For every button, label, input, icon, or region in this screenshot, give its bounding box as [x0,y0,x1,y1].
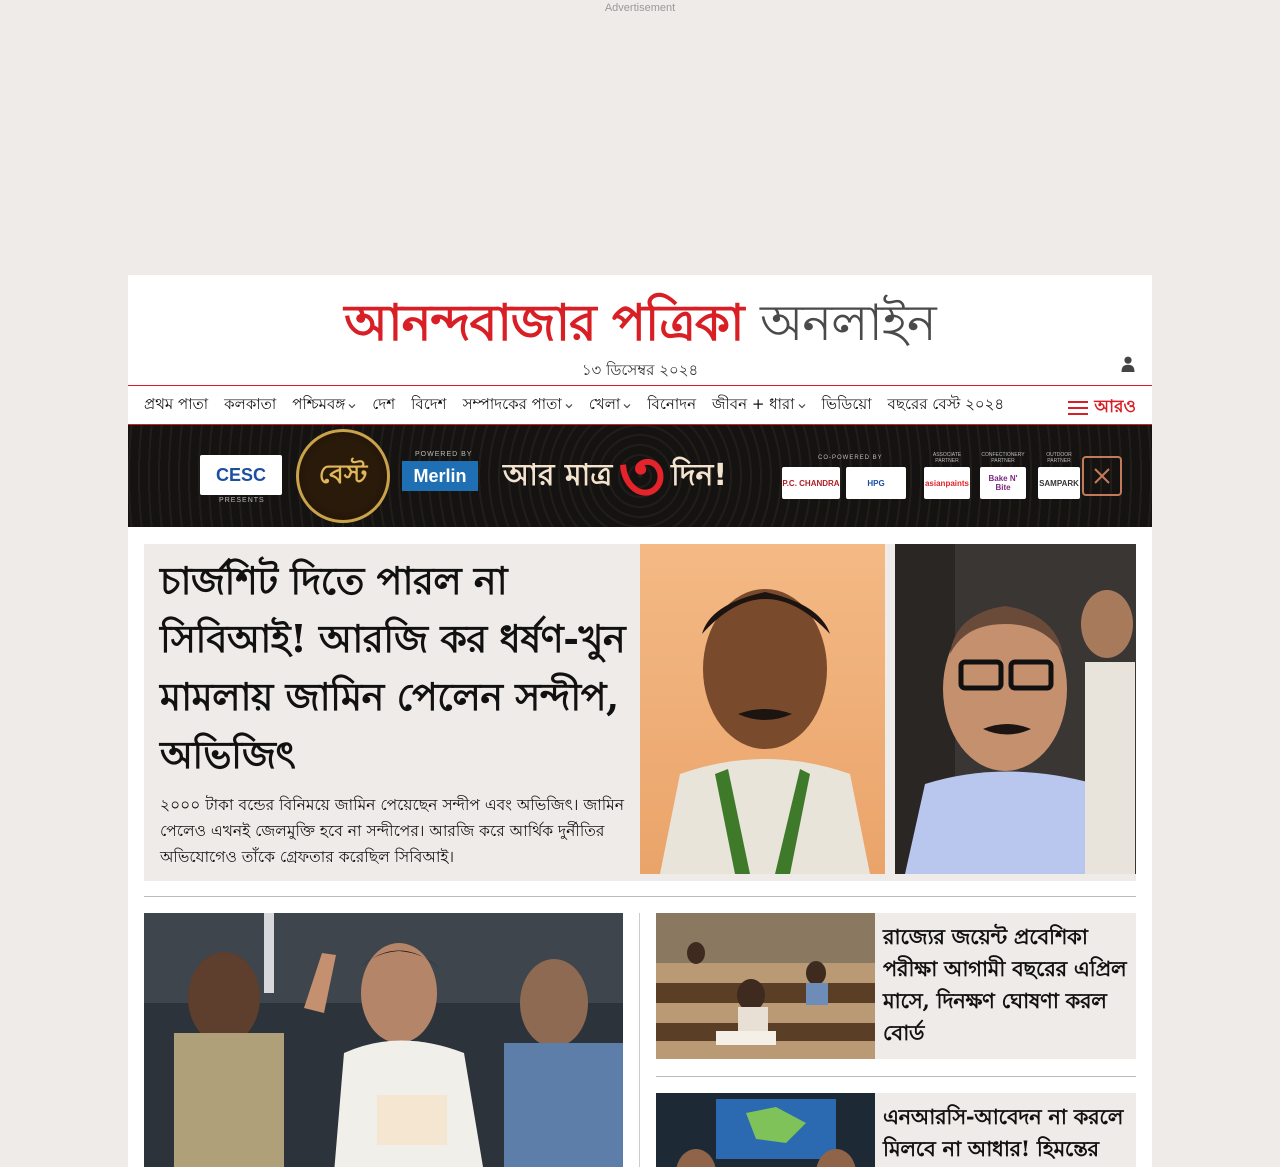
lead-story-image-sandip[interactable] [640,544,885,874]
story-nrc-aadhaar[interactable] [656,1093,1136,1167]
nav-item-6[interactable] [589,393,631,418]
story-title[interactable]: এনআরসি-আবেদন না করলে মিলবে না আধার! হিমন্তের [883,1104,1124,1161]
more-label: আরও [1094,397,1136,417]
partner-logo-hpg: HPG [846,467,906,499]
partner-logo-asianpaints: asianpaints [924,467,970,499]
partner-tag-outdoor: OUTDOOR PARTNER [1046,452,1072,464]
chevron-down-icon [565,402,573,410]
story-thumb-exam-hall [656,913,875,1059]
nav-item-label: সম্পাদকের পাতা [462,394,562,413]
nav-item-label: প্রথম পাতা [144,394,209,413]
column-divider [639,913,640,1167]
nav-item-7[interactable] [647,393,696,418]
banner-close-button[interactable] [1082,456,1122,496]
close-icon [1093,467,1111,485]
chevron-down-icon [798,402,806,410]
co-powered-text: CO-POWERED BY [818,455,883,461]
lead-story-image-abhijit[interactable] [895,544,1136,874]
logo-secondary: অনলাইন [759,294,936,352]
nav-item-3[interactable] [372,393,395,418]
user-icon[interactable] [1121,356,1135,372]
nav-item-5[interactable] [463,393,573,418]
story-joint-entrance[interactable] [656,913,1136,1059]
countdown-text [503,435,727,517]
lead-story[interactable] [144,544,1136,881]
lead-story-title[interactable]: চার্জশিট দিতে পারল না সিবিআই! আরজি কর ধর্ষণ-খুন মামলায় জামিন পেলেন সন্দীপ, অভিজিৎ [160,558,626,777]
top-advertisement [0,0,1280,275]
nav-item-9[interactable] [822,393,872,418]
nav-item-8[interactable] [712,393,805,418]
story-image-allu-arjun[interactable] [144,913,623,1167]
countdown-number: ৩ [618,434,666,518]
site-logo[interactable] [128,291,1152,355]
nav-item-label: দেশ [372,394,396,413]
page-container [128,275,1152,1167]
lead-story-summary: ২০০০ টাকা বন্ডের বিনিময়ে জামিন পেয়েছেন সন্দীপ এবং অভিজিৎ। জামিন পেলেও এখনই জেলমুক্তি হবে না সন্দীপের। আরজি করে আর্থিক দুর্নীতির অভিযোগেও তাঁকে গ্রেফতার করেছিল সিবিআই। [160,796,625,866]
nav-item-label: পশ্চিমবঙ্গ [292,394,346,413]
hamburger-icon [1068,401,1088,415]
countdown-suffix: দিন! [671,457,728,493]
nav-item-label: কলকাতা [224,394,277,413]
nav-item-0[interactable] [144,393,208,418]
story-divider [656,1076,1136,1077]
nav-item-label: খেলা [588,394,621,413]
nav-item-label: বিদেশ [411,394,447,413]
nav-item-label: বছরের বেস্ট ২০২৪ [887,394,1005,413]
more-menu-button[interactable] [1068,394,1136,422]
nav-item-4[interactable] [411,393,446,418]
nav-item-label: বিনোদন [647,394,697,413]
countdown-prefix: আর মাত্র [503,457,613,493]
partner-tag-associate: ASSOCIATE PARTNER [932,452,962,464]
partner-tag-confectionery: CONFECTIONERY PARTNER [981,452,1025,464]
chevron-down-icon [348,402,356,410]
nav-item-1[interactable] [224,393,276,418]
logo-primary: আনন্দবাজার পত্রিকা [344,293,744,352]
partner-logo-sampark: SAMPARK [1038,467,1080,499]
bochorer-best-medal [296,429,390,523]
main-nav [128,385,1152,425]
ad-label: Advertisement [604,2,676,14]
merlin-logo: Merlin [402,461,478,491]
story-thumb-nrc [656,1093,875,1167]
presents-text: PRESENTS [219,497,265,504]
nav-item-label: ভিডিয়ো [821,394,872,413]
partner-logo-bake-n-bite: Bake N' Bite [980,467,1026,499]
nav-item-2[interactable] [292,393,356,418]
powered-by-text: POWERED BY [415,451,473,458]
medal-text: বেস্ট [318,460,368,490]
story-title[interactable]: রাজ্যের জয়েন্ট প্রবেশিকা পরীক্ষা আগামী বছরের এপ্রিল মাসে, দিনক্ষণ ঘোষণা করল বোর্ড [883,924,1127,1045]
section-divider [144,896,1136,897]
promo-banner[interactable] [128,425,1152,527]
masthead [128,275,1152,385]
nav-item-label: জীবন + ধারা [712,394,795,413]
partner-logo-pc-chandra: P.C. CHANDRA [782,467,840,499]
chevron-down-icon [623,402,631,410]
cesc-logo: CESC [200,455,282,495]
nav-item-10[interactable] [888,393,1005,418]
current-date: ১৩ ডিসেম্বর ২০২৪ [581,361,699,379]
